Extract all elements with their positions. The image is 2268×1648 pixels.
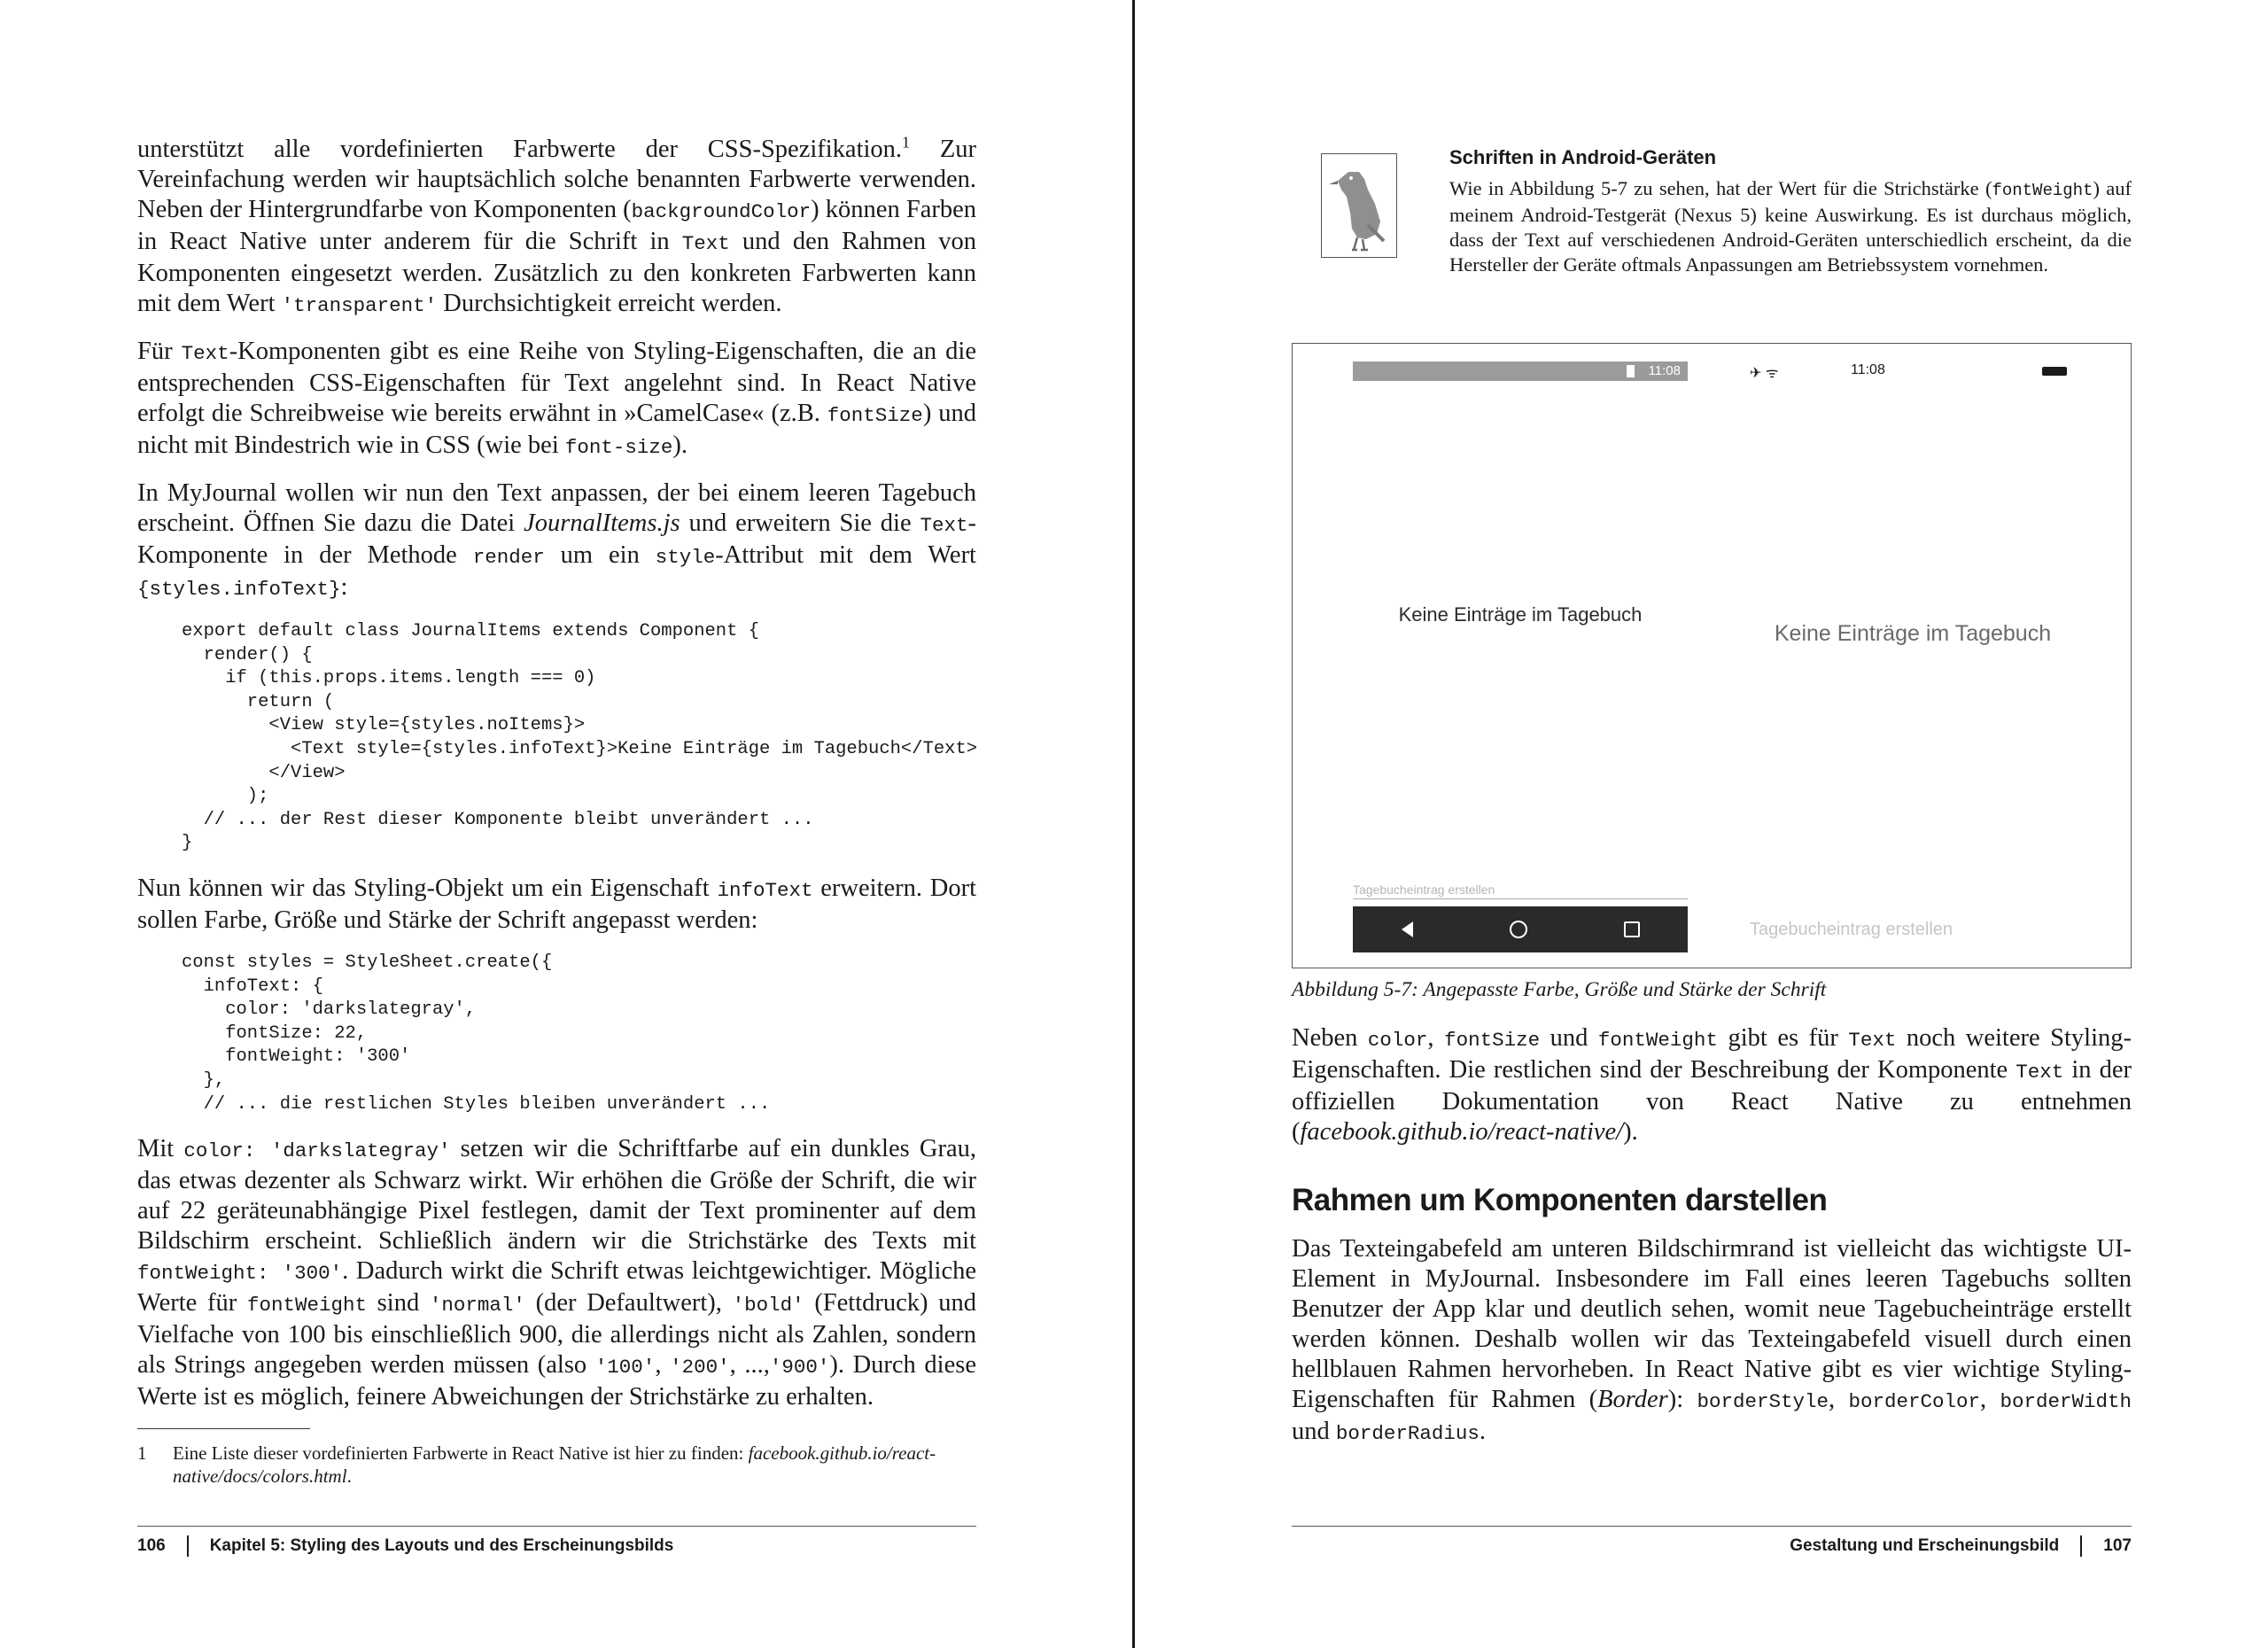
paragraph: Für Text-Komponenten gibt es eine Reihe von Styling-Eigenschaften, die an die entsprechenden CSS-Eigenschaften für Text angelehnt sind. In React Native erfolgt die Schreibweise wie bereits erwähnt in »CamelCase« (z.B. fontSize) und nicht mit Bindestrich wie in CSS (wie bei font-size). [137,338,976,459]
paragraph: In MyJournal wollen wir nun den Text anpassen, der bei einem leeren Tagebuch erscheint. Öffnen Sie dazu die Datei JournalItems.js und erweitern Sie die Text-Komponente in der Methode render um ein style-Attribut mit dem Wert {styles.infoText}: [137,479,976,601]
ios-status-time: 11:08 [1851,362,1885,377]
footnote-ref[interactable]: 1 [902,133,911,152]
right-page-footer [1292,1526,2132,1571]
paragraph: Das Texteingabefeld am unteren Bildschirmrand ist vielleicht das wichtigste UI-Element in MyJournal. Insbesondere im Fall eines leeren Tagebuchs sollten Benutzer der App klar und deutlich sehen, womit neue Tagebucheinträge erstellt werden können. Deshalb wollen wir das Texteingabefeld visuell durch einen hellblauen Rahmen hervorheben. In React Native gibt es vier wichtige Styling-Eigenschaften für Rahmen (Border): borderStyle, borderColor, borderWidth und borderRadius. [1292,1235,2132,1445]
doc-link[interactable]: facebook.github.io/react-native/ [1300,1118,1624,1146]
figure-caption: Abbildung 5-7: Angepasste Farbe, Größe und Stärke der Schrift [1292,978,1827,1001]
paragraph: Neben color, fontSize und fontWeight gibt es für Text noch weitere Styling-Eigenschaften. Die restlichen sind der Beschreibung der Komponente Text in der offiziellen Dokumentation von React Native zu entnehmen (facebook.github.io/react-native/). [1292,1024,2132,1146]
raven-icon [1321,153,1397,258]
footnote-divider [137,1428,310,1429]
footnote-text: Eine Liste dieser vordefinierten Farbwerte in React Native ist hier zu finden: facebook.github.io/react-native/docs/colors.html. [173,1442,936,1488]
android-nav-bar [1353,906,1688,952]
android-status-time: 11:08 [1648,363,1681,378]
battery-icon [2042,367,2067,376]
ios-journal-input[interactable]: Tagebucheintrag erstellen [1750,920,1953,939]
footer-separator [2080,1535,2082,1557]
note-text: Wie in Abbildung 5-7 zu sehen, hat der Wert für die Strichstärke (fontWeight) auf meinem Android-Testgerät (Nexus 5) keine Auswirkung. Es ist durchaus möglich, dass der Text auf verschiedenen Android-Geräten unterschiedlich erscheint, da die Hersteller der Geräte oftmals Anpassungen am Betriebssystem vornehmen. [1449,177,2132,276]
section-title: Gestaltung und Erscheinungsbild [1790,1536,2060,1555]
footer-separator [187,1535,189,1557]
footnote [137,1442,976,1488]
page-number: 107 [2103,1536,2132,1555]
note-box [1321,146,2136,306]
android-journal-input[interactable]: Tagebucheintrag erstellen [1353,882,1688,899]
section-heading: Rahmen um Komponenten darstellen [1292,1183,1828,1217]
right-page [1135,0,2268,1648]
back-icon[interactable] [1402,921,1413,937]
left-page [0,0,1132,1648]
note-title: Schriften in Android-Geräten [1449,146,1717,168]
page-number: 106 [137,1536,166,1555]
airplane-wifi-icon: ✈ ᯤ [1750,366,1779,381]
recent-apps-icon[interactable] [1624,921,1640,937]
footnote-link[interactable]: facebook.github.io/react-native/docs/colors.html [173,1442,936,1488]
figure-5-7-screenshots [1292,343,2132,968]
chapter-title: Kapitel 5: Styling des Layouts und des Erscheinungsbilds [209,1536,674,1555]
code-listing-styles: const styles = StyleSheet.create({ infoText: { color: 'darkslategray', fontSize: 22, fontWeight: '300' }, // ... die restlichen Styles bleiben unverändert ... [182,952,771,1115]
android-empty-message: Keine Einträge im Tagebuch [1398,603,1643,626]
android-status-bar [1353,361,1688,381]
home-icon[interactable] [1510,921,1527,938]
paragraph: Mit color: 'darkslategray' setzen wir die Schriftfarbe auf ein dunkles Grau, das etwas dezenter als Schwarz wirkt. Wir erhöhen die Größe der Schrift, die wir auf 22 geräteunabhängige Pixel festlegen, damit der Text prominenter auf dem Bildschirm erscheint. Schließlich ändern wir die Strichstärke des Texts mit fontWeight: '300'. Dadurch wirkt die Schrift etwas leichtgewichtiger. Mögliche Werte für fontWeight sind 'normal' (der Defaultwert), 'bold' (Fettdruck) und Vielfache von 100 bis einschließlich 900, die allerdings nicht als Zahlen, sondern als Strings angegeben werden müssen (also '100', '200', ...,'900'). Durch diese Werte ist es möglich, feinere Abweichungen der Strichstärke zu erhalten. [137,1135,976,1411]
footnote-number: 1 [137,1442,147,1465]
code-listing-journalitems: export default class JournalItems extends Component { render() { if (this.props.items.length === 0) return ( <View style={styles.noItems}> <Text style={styles.infoText}>Keine Einträge im Tagebuch</Text> </View> ); // ... der Rest dieser Komponente bleibt unverändert ... } [182,621,978,854]
left-page-footer [137,1526,976,1571]
battery-icon [1627,365,1635,377]
paragraph: unterstützt alle vordefinierten Farbwerte der CSS-Spezifikation.$^1$ Zur Vereinfachung werden wir hauptsächlich solche benannten Farbwerte verwenden. Neben der Hintergrundfarbe von Komponenten (backgroundColor) können Farben in React Native unter anderem für die Schrift in Text und den Rahmen von Komponenten eingesetzt werden. Zusätzlich zu den konkreten Farbwerten kann mit dem Wert 'transparent' Durchsichtigkeit erreicht werden. [137,133,977,317]
ios-empty-message: Keine Einträge im Tagebuch [1774,621,2052,646]
ios-status-bar [1736,361,2090,381]
left-text-column [137,135,976,1488]
paragraph: Nun können wir das Styling-Objekt um ein Eigenschaft infoText erweitern. Dort sollen Farbe, Größe und Stärke der Schrift angepasst werden: [137,874,977,934]
right-text-column [1292,1023,2132,1465]
